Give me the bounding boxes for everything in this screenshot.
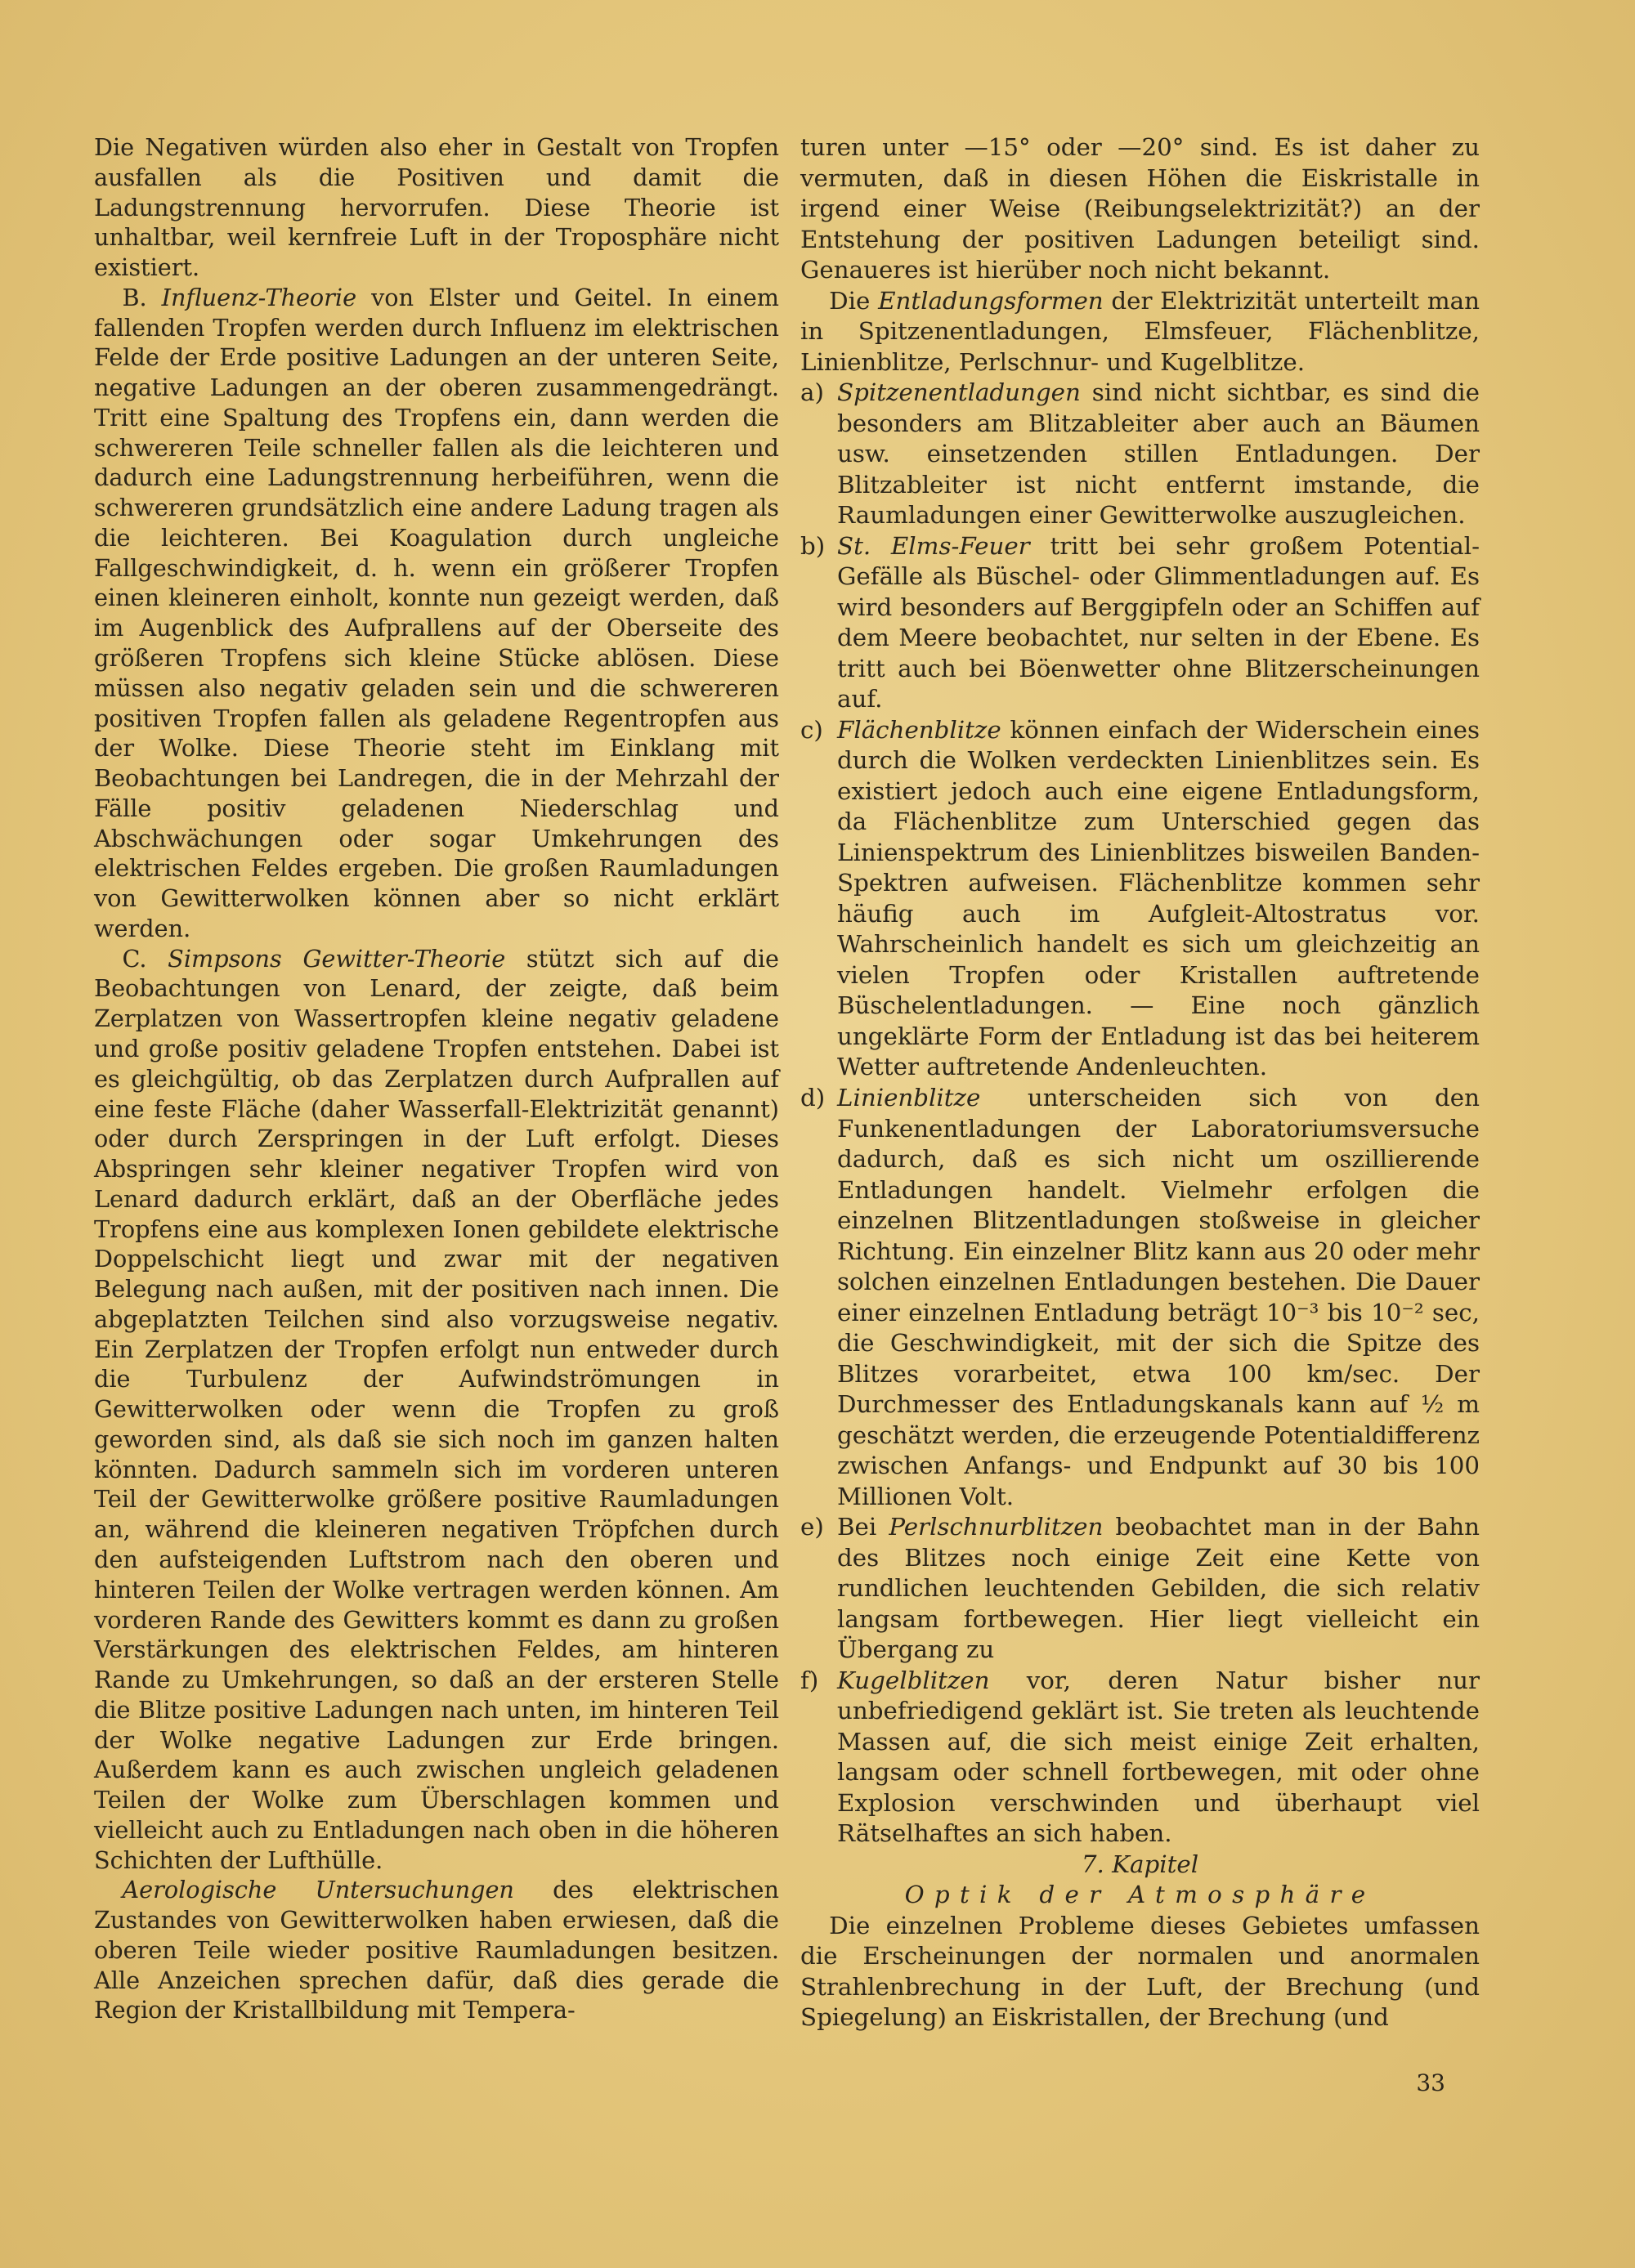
paragraph-aerological [94, 1875, 779, 2025]
list-item-text: beobachtet man in der Bahn des Blitzes noch einige Zeit eine Kette von rundlichen leuchtenden Gebilden, die sich relativ langsam fortbewegen. Hier liegt vielleicht ein Übergang zu [837, 1513, 1480, 1664]
list-label: a) [800, 378, 824, 407]
chapter-title: Optik der Atmosphäre [904, 1881, 1376, 1909]
left-column [94, 132, 779, 2025]
section-label-c: C. [122, 944, 147, 973]
list-label: d) [800, 1083, 826, 1112]
list-item-text: vor, deren Natur bisher nur unbefriedigend geklärt ist. Sie treten als leuchtende Massen auf, die sich meist einige Zeit erhalten, langsam oder schnell fortbewegen, mit oder ohne Explosion verschwinden und überhaupt viel Rätselhaftes an sich haben. [837, 1666, 1480, 1848]
list-item-text: können einfach der Widerschein eines durch die Wolken verdeckten Linienblitzes sein. Es existiert jedoch auch eine eigene Entladungsform, da Flächenblitze zum Unterschied gegen das Linienspektrum des Linienblitzes bisweilen Banden-Spektren aufweisen. Flächenblitze kommen sehr häufig auch im Aufgleit-Altostratus vor. Wahrscheinlich handelt es sich um gleichzeitig an vielen Tropfen oder Kristallen auftretende Büschelentladungen. — Eine noch gänzlich ungeklärte Form der Entladung ist das bei heiterem Wetter auftretende Andenleuchten. [837, 715, 1480, 1081]
paragraph-discharge-forms [800, 286, 1480, 378]
simpson-theory-title: Simpsons Gewitter-Theorie [168, 944, 506, 973]
chapter-number: 7. Kapitel [1081, 1850, 1199, 1878]
paragraph-droplet-theory-end: Die Negativen würden also eher in Gestalt von Tropfen ausfallen als die Positiven und damit die Ladungstrennung hervorrufen. Diese Theorie ist unhaltbar, weil kernfreie Luft in der Troposphäre nicht existiert. [94, 133, 779, 282]
list-item-c [800, 715, 1480, 1083]
discharge-forms-text: der Elektrizität unterteilt man in Spitzenentladungen, Elmsfeuer, Flächenblitze, Linienblitze, Perlschnur- und Kugelblitze. [800, 286, 1480, 376]
list-item-title: Kugelblitzen [837, 1666, 990, 1694]
influenz-theory-title: Influenz-Theorie [161, 283, 357, 311]
section-label-b: B. [122, 283, 147, 311]
list-label: c) [800, 715, 823, 744]
list-item-text: tritt bei sehr großem Potential-Gefälle als Büschel- oder Glimmentladungen auf. Es wird besonders auf Berggipfeln oder an Schiffen auf dem Meere beobachtet, nur selten in der Ebene. Es tritt auch bei Böenwetter ohne Blitzerscheinungen auf. [837, 531, 1480, 714]
influenz-theory-text: von Elster und Geitel. In einem fallenden Tropfen werden durch Influenz im elektrischen Felde der Erde positive Ladungen an der unteren Seite, negative Ladungen an der oberen zusammengedrängt. Tritt eine Spaltung des Tropfens ein, dann werden die schwereren Teile schneller fallen als die leichteren und dadurch eine Ladungstrennung herbeiführen, wenn die schwereren grundsätzlich eine andere Ladung tragen als die leichteren. Bei Koagulation durch ungleiche Fallgeschwindigkeit, d. h. wenn ein größerer Tropfen einen kleineren einholt, konnte nun gezeigt werden, daß im Augenblick des Aufprallens auf der Oberseite des größeren Tropfens sich kleine Stücke ablösen. Diese müssen also negativ geladen sein und die schwereren positiven Tropfen fallen als geladene Regentropfen aus der Wolke. Diese Theorie steht im Einklang mit Beobachtungen bei Landregen, die in der Mehrzahl der Fälle positiv geladenen Niederschlag und Abschwächungen oder sogar Umkehrungen des elektrischen Feldes ergeben. Die großen Raumladungen von Gewitterwolken können aber so nicht erklärt werden. [94, 283, 780, 942]
list-item-title: Perlschnurblitzen [889, 1513, 1104, 1541]
page-number: 33 [1416, 2069, 1445, 2096]
right-column [800, 132, 1480, 2033]
list-item-text: sind nicht sichtbar, es sind die besonders am Blitzableiter aber auch an Bäumen usw. einsetzenden stillen Entladungen. Der Blitzableiter ist nicht entfernt imstande, die Raumladungen einer Gewitterwolke auszugleichen. [837, 378, 1480, 530]
list-item-d [800, 1083, 1480, 1512]
aerological-text: des elektrischen Zustandes von Gewitterwolken haben erwiesen, daß die oberen Teile wieder positive Raumladungen besitzen. Alle Anzeichen sprechen dafür, daß dies gerade die Region der Kristallbildung mit Tempera- [94, 1876, 779, 2024]
list-item-f [800, 1666, 1480, 1850]
list-label: b) [800, 531, 826, 560]
simpson-theory-text: stützt sich auf die Beobachtungen von Lenard, der zeigte, daß beim Zerplatzen von Wassertropfen kleine negativ geladene und große positiv geladene Tropfen entstehen. Dabei ist es gleichgültig, ob das Zerplatzen durch Aufprallen auf eine feste Fläche (daher Wasserfall-Elektrizität genannt) oder durch Zerspringen in der Luft erfolgt. Dieses Abspringen sehr kleiner negativer Tropfen wird von Lenard dadurch erklärt, daß an der Oberfläche jedes Tropfens eine aus komplexen Ionen gebildete elektrische Doppelschicht liegt und zwar mit der negativen Belegung nach außen, mit der positiven nach innen. Die abgeplatzten Teilchen sind also vorzugsweise negativ. Ein Zerplatzen der Tropfen erfolgt nun entweder durch die Turbulenz der Aufwindströmungen in Gewitterwolken oder wenn die Tropfen zu groß geworden sind, als daß sie sich noch im ganzen halten könnten. Dadurch sammeln sich im vorderen unteren Teil der Gewitterwolke größere positive Raumladungen an, während die kleineren negativen Tröpfchen durch den aufsteigenden Luftstrom nach den oberen und hinteren Teilen der Wolke vertragen werden können. Am vorderen Rande des Gewitters kommt es dann zu großen Verstärkungen des elektrischen Feldes, am hinteren Rande zu Umkehrungen, so daß an der ersteren Stelle die Blitze positive Ladungen nach unten, im hinteren Teil der Wolke negative Ladungen zur Erde bringen. Außerdem kann es auch zwischen ungleich geladenen Teilen der Wolke zum Überschlagen kommen und vielleicht auch zu Entladungen nach oben in die höheren Schichten der Lufthülle. [94, 944, 779, 1874]
discharge-forms-title: Entladungsformen [878, 286, 1104, 315]
list-item-pre: Bei [837, 1513, 877, 1541]
list-item-a [800, 378, 1480, 531]
list-item-text: unterscheiden sich von den Funkenentladungen der Laboratoriumsversuche dadurch, daß es sich nicht um oszillierende Entladungen handelt. Vielmehr erfolgen die einzelnen Blitzentladungen stoßweise in gleicher Richtung. Ein einzelner Blitz kann aus 20 oder mehr solchen einzelnen Entladungen bestehen. Die Dauer einer einzelnen Entladung beträgt 10⁻³ bis 10⁻² sec, die Geschwindigkeit, mit der sich die Spitze des Blitzes vorarbeitet, etwa 100 km/sec. Der Durchmesser des Entladungskanals kann auf ½ m geschätzt werden, die erzeugende Potentialdifferenz zwischen Anfangs- und Endpunkt auf 30 bis 100 Millionen Volt. [837, 1083, 1480, 1510]
list-item-title: Flächenblitze [837, 715, 1001, 744]
paragraph-ice-crystals: turen unter —15° oder —20° sind. Es ist daher zu vermuten, daß in diesen Höhen die Eiskristalle in irgend einer Weise (Reibungselektrizität?) an der Entstehung der positiven Ladungen beteiligt sind. Genaueres ist hierüber noch nicht bekannt. [800, 133, 1480, 284]
list-item-title: Linienblitze [837, 1083, 981, 1112]
list-item-title: St. Elms-Feuer [837, 531, 1030, 560]
list-label: e) [800, 1513, 824, 1541]
list-item-b [800, 531, 1480, 715]
paragraph-optics-intro: Die einzelnen Probleme dieses Gebietes umfassen die Erscheinungen der normalen und anormalen Strahlenbrechung in der Luft, der Brechung (und Spiegelung) an Eiskristallen, der Brechung (und [800, 1911, 1480, 2032]
list-item-title: Spitzenentladungen [837, 378, 1081, 407]
list-label: f) [800, 1666, 819, 1694]
paragraph-simpson-theory [94, 944, 779, 1876]
paragraph-influenz-theory [94, 283, 779, 944]
list-item-e [800, 1512, 1480, 1666]
aerological-title: Aerologische Untersuchungen [122, 1876, 514, 1904]
discharge-forms-pre: Die [829, 286, 871, 315]
